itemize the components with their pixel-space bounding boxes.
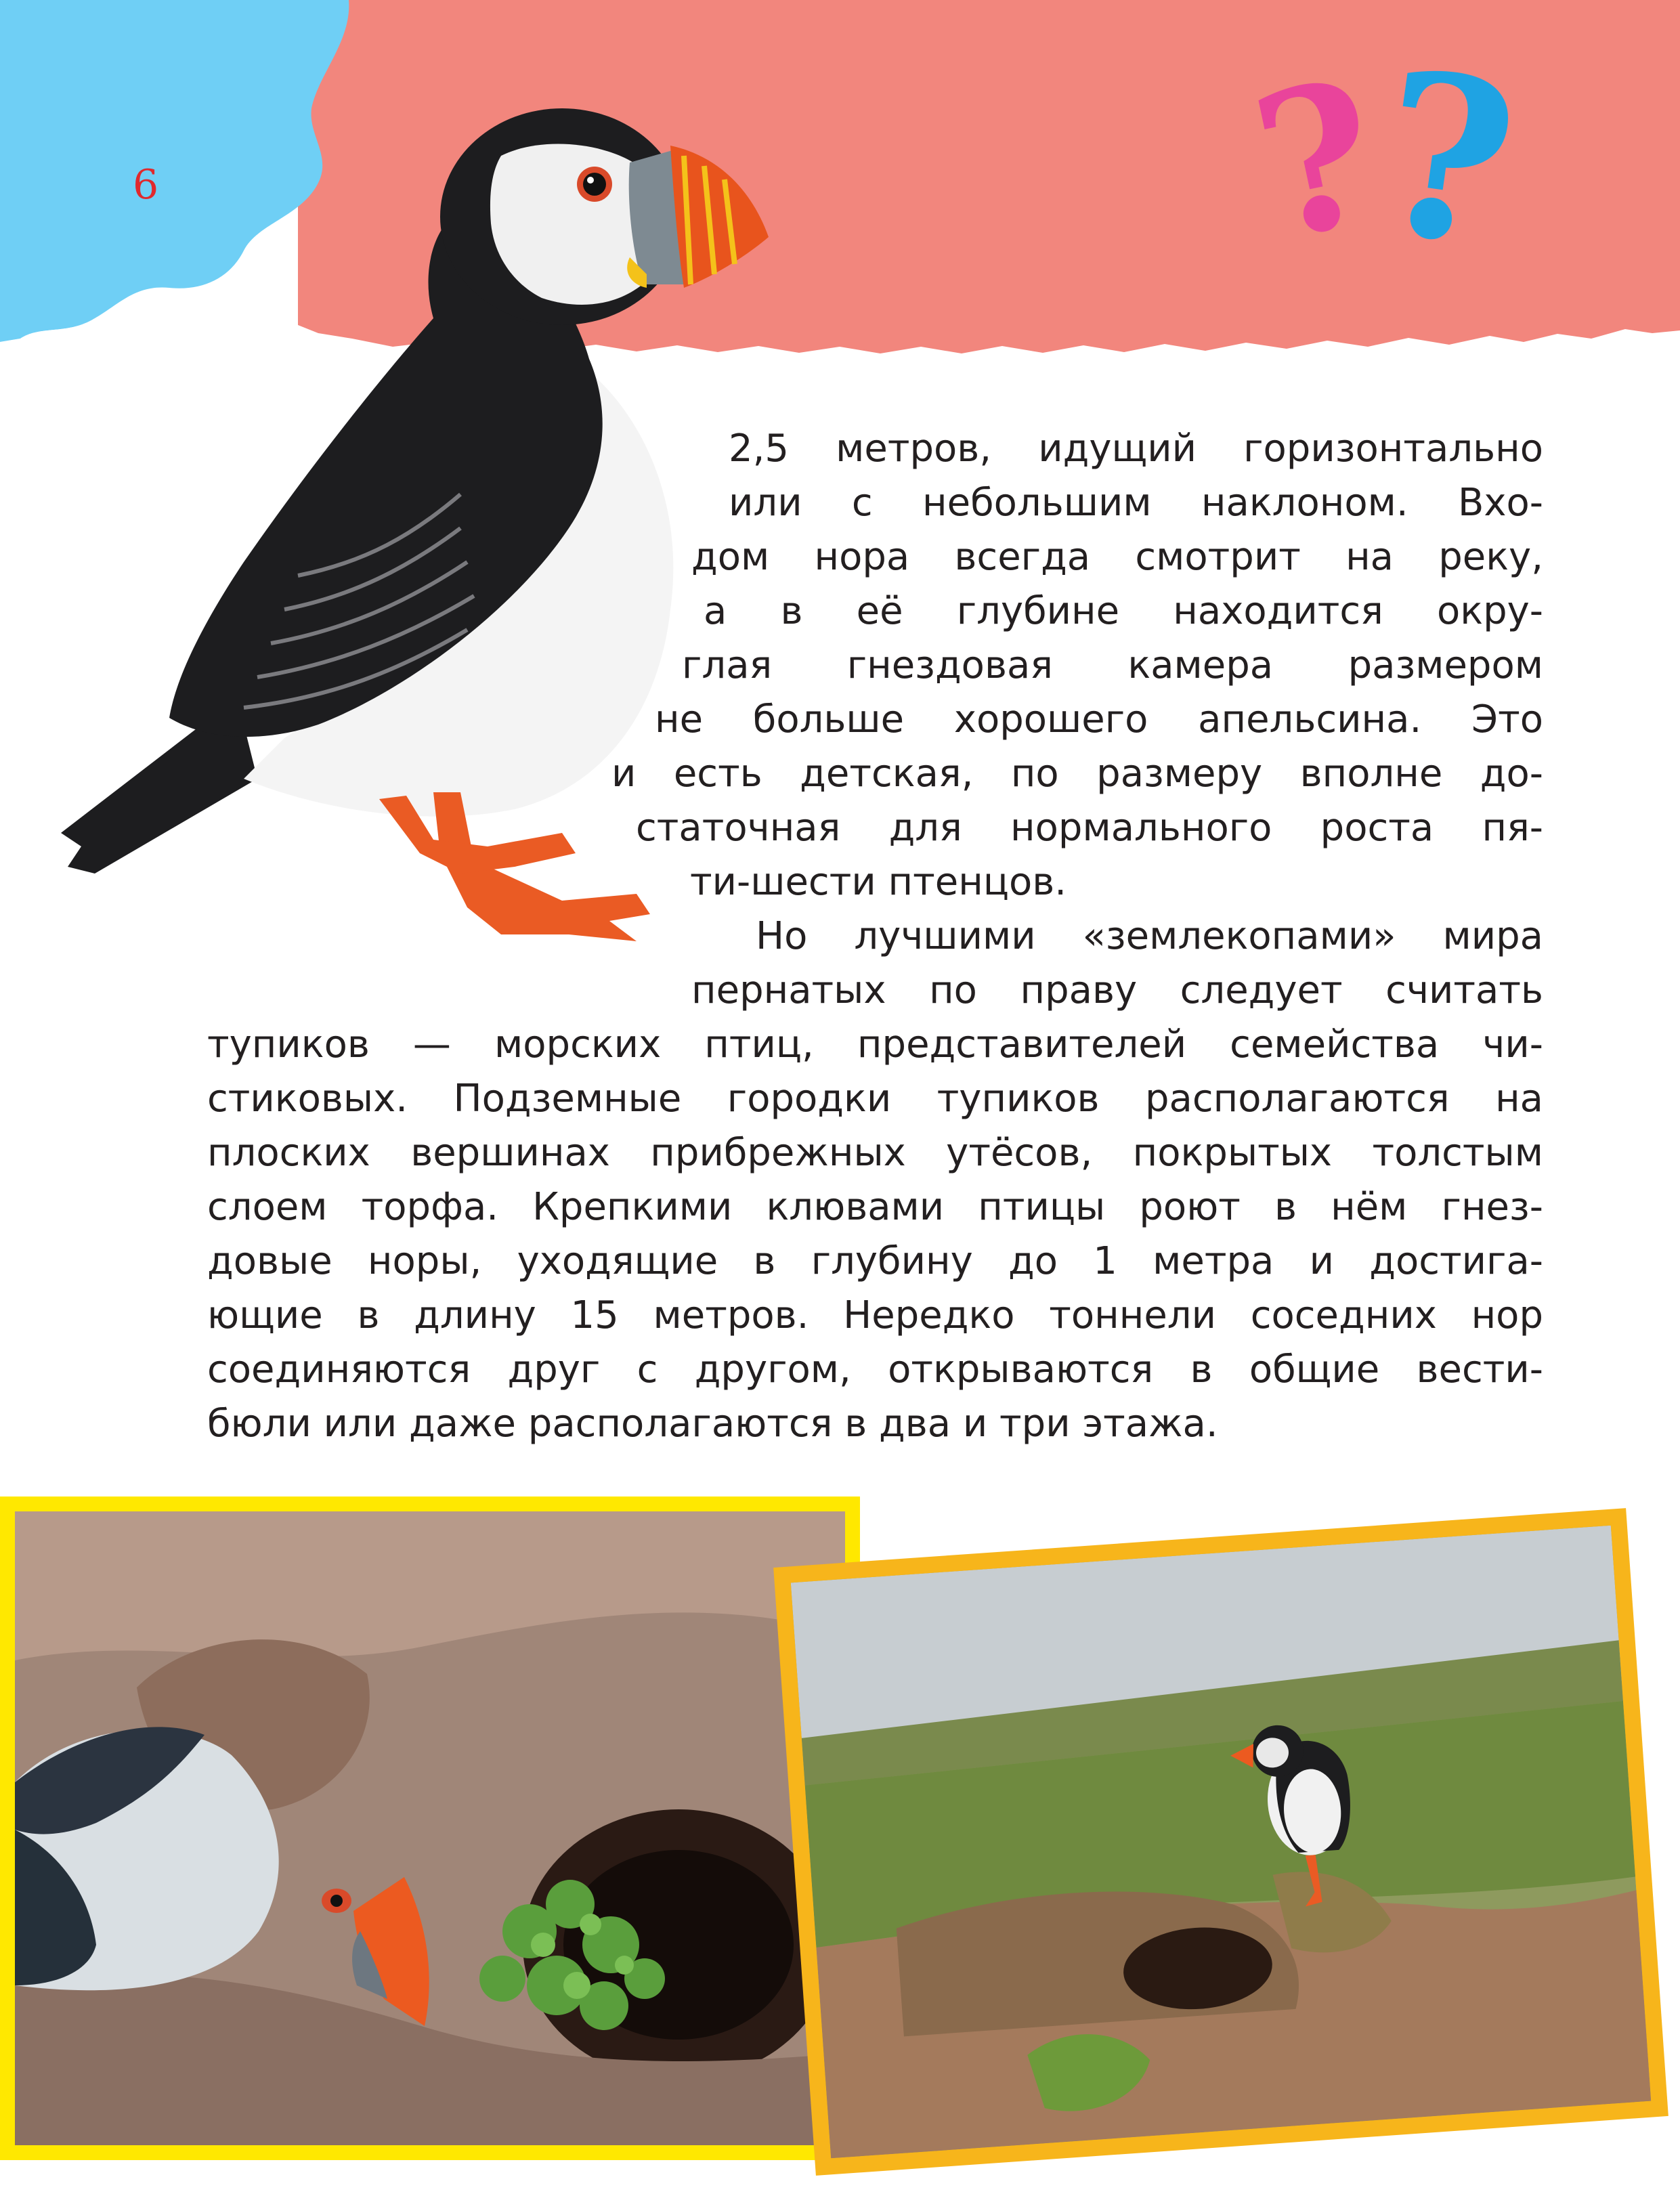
text-line: тупиков — морских птиц, представителей семейства чи- — [207, 1022, 1543, 1067]
page-number: 6 — [133, 161, 159, 209]
text-line: статочная для нормального роста пя- — [636, 806, 1543, 850]
text-line: соединяются друг с другом, открываются в общие вести- — [207, 1348, 1543, 1392]
question-mark-blue-icon: ? — [1363, 20, 1530, 299]
puffin-eye — [583, 173, 606, 196]
photo-puffin-near-burrow-image — [791, 1526, 1651, 2159]
text-line: и есть детская, по размеру вполне до- — [611, 752, 1543, 796]
text-line: не больше хорошего апельсина. Это — [655, 697, 1543, 741]
text-line: бюли или даже располагаются в два и три этажа. — [207, 1402, 1218, 1446]
text-line: Но лучшими «землекопами» мира — [756, 914, 1543, 958]
question-mark-pink-icon: ? — [1236, 36, 1398, 285]
text-line: ти-шести птенцов. — [690, 860, 1067, 904]
text-line: а в её глубине находится окру- — [704, 589, 1543, 633]
text-line: глая гнездовая камера размером — [682, 643, 1543, 687]
text-line: плоских вершинах прибрежных утёсов, покрытых толстым — [207, 1131, 1543, 1175]
puffin-eye-highlight — [587, 177, 594, 184]
photo-puffin-in-burrow-image — [15, 1511, 845, 2145]
text-line: стиковых. Подземные городки тупиков располагаются на — [207, 1077, 1543, 1121]
text-line: дом нора всегда смотрит на реку, — [691, 535, 1543, 579]
text-line: довые норы, уходящие в глубину до 1 метра и достига- — [207, 1239, 1543, 1283]
text-line: 2,5 метров, идущий горизонтально — [729, 427, 1543, 471]
text-line: ющие в длину 15 метров. Нередко тоннели соседних нор — [207, 1293, 1543, 1337]
photo-puffin-in-burrow — [0, 1497, 860, 2160]
text-line: слоем торфа. Крепкими клювами птицы роют в нём гнез- — [207, 1185, 1543, 1229]
photo-puffin-near-burrow — [773, 1508, 1668, 2176]
text-line: или с небольшим наклоном. Вхо- — [729, 481, 1543, 525]
text-line: пернатых по праву следует считать — [691, 968, 1543, 1012]
